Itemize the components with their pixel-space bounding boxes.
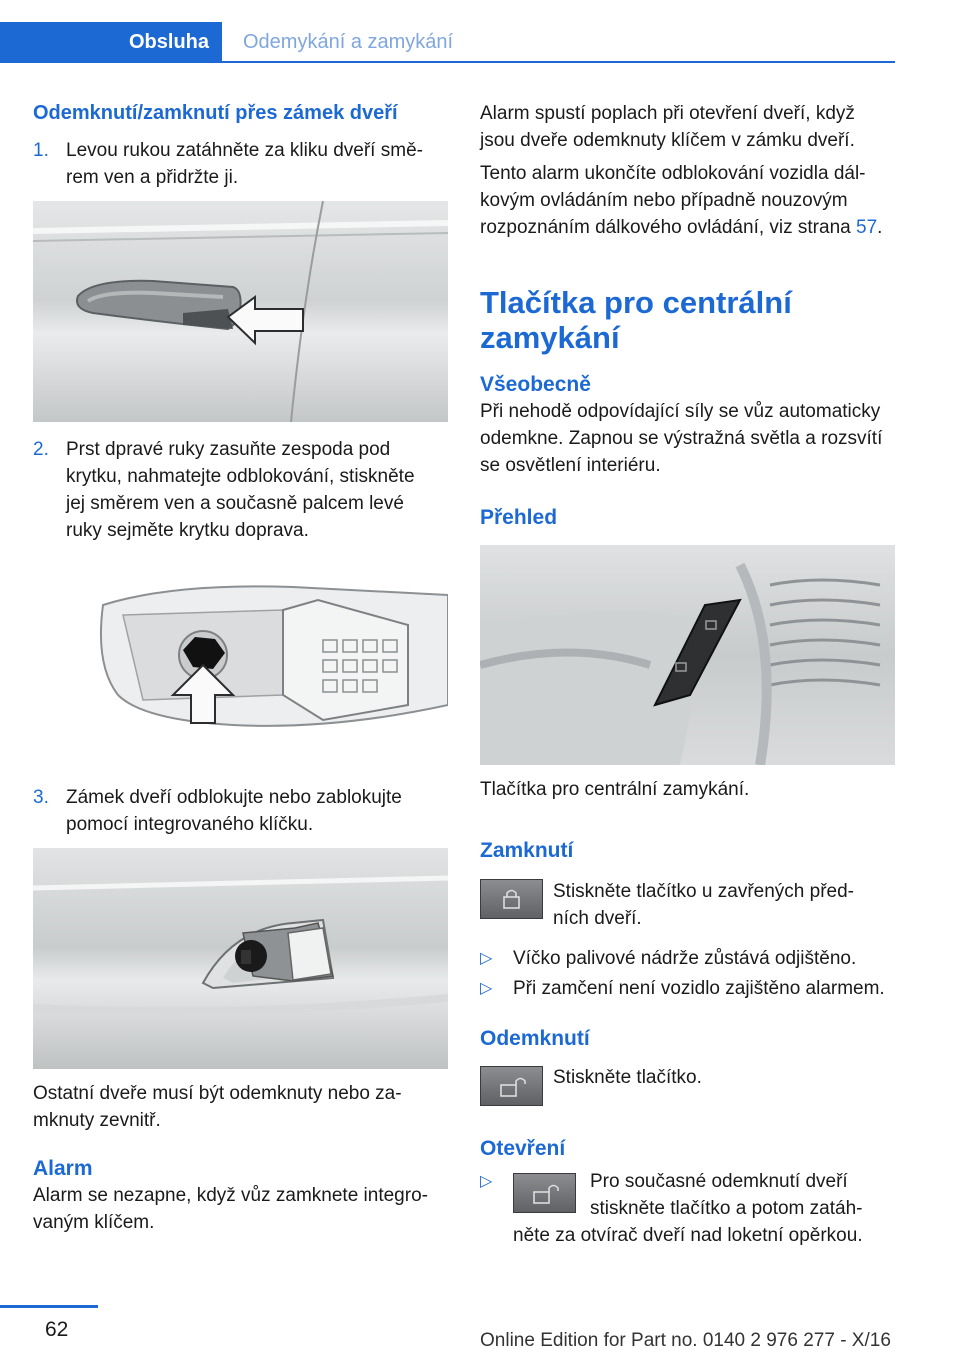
alarm-description: jsou dveře odemknuty klíčem v zámku dveří. — [480, 130, 855, 151]
unlock-title: Odemknutí — [480, 1027, 590, 1050]
cover-removal-photo — [33, 555, 448, 775]
general-title: Všeobecně — [480, 373, 591, 396]
open-title: Otevření — [480, 1137, 566, 1160]
alarm-description: Alarm spustí poplach při otevření dveří, když — [480, 103, 855, 124]
step-text: pomocí integrovaného klíčku. — [66, 814, 314, 835]
note-text: mknuty zevnitř. — [33, 1110, 161, 1131]
period: . — [877, 217, 883, 238]
step-2 — [33, 436, 453, 546]
lock-icon — [480, 879, 543, 919]
lock-text: ních dveří. — [553, 908, 642, 929]
alarm-stop-text-tail: rozpoznáním dálkového ovládání, viz strana — [480, 217, 856, 238]
overview-caption: Tlačítka pro centrální zamykání. — [480, 779, 750, 800]
lock-title: Zamknutí — [480, 839, 574, 862]
main-title: zamykání — [480, 320, 620, 355]
tab-obsluha[interactable]: Obsluha — [0, 22, 222, 62]
alarm-text: vaným klíčem. — [33, 1212, 155, 1233]
general-text: odemkne. Zapnou se výstražná světla a rozsvítí — [480, 428, 883, 449]
list-item — [480, 975, 900, 1005]
step-number: 2. — [33, 439, 49, 460]
unlock-icon — [480, 1066, 543, 1106]
step-text: rem ven a přidržte ji. — [66, 167, 239, 188]
open-text: Pro současné odemknutí dveří — [590, 1171, 848, 1192]
overview-title: Přehled — [480, 506, 558, 529]
note-text: Ostatní dveře musí být odemknuty nebo za‐ — [33, 1083, 402, 1104]
step-3 — [33, 784, 453, 844]
door-lock-key-photo — [33, 848, 448, 1069]
edition-text: Online Edition for Part no. 0140 2 976 277 - X/16 — [480, 1330, 891, 1351]
triangle-bullet-icon: ▷ — [480, 950, 493, 967]
lock-text: Stiskněte tlačítko u zavřených před‐ — [553, 881, 854, 902]
bullet-text: Víčko palivové nádrže zůstává odjištěno. — [513, 948, 857, 969]
general-text: Při nehodě odpovídající síly se vůz automaticky — [480, 401, 881, 422]
open-text: něte za otvírač dveří nad loketní opěrkou. — [513, 1225, 863, 1246]
step-text: krytku, nahmatejte odblokování, stiskněte — [66, 466, 415, 487]
bullet-text: Při zamčení není vozidlo zajištěno alarmem. — [513, 978, 885, 999]
page-57-link[interactable]: 57 — [856, 217, 878, 238]
alarm-stop-text: Tento alarm ukončíte odblokování vozidla dál‐ — [480, 163, 866, 184]
page-number: 62 — [45, 1318, 69, 1341]
alarm-stop-text — [480, 214, 900, 241]
open-text: stiskněte tlačítko a potom zatáh‐ — [590, 1198, 863, 1219]
unlock-text: Stiskněte tlačítko. — [553, 1067, 702, 1088]
list-item — [480, 1168, 900, 1248]
central-lock-buttons-photo — [480, 545, 895, 765]
list-item — [480, 945, 900, 975]
unlock-icon — [513, 1173, 576, 1213]
tab-odemykani[interactable]: Odemykání a zamykání — [243, 31, 454, 53]
header-bar — [0, 22, 895, 63]
alarm-stop-text: kovým ovládáním nebo případně nouzovým — [480, 190, 848, 211]
triangle-bullet-icon: ▷ — [480, 980, 493, 997]
triangle-bullet-icon: ▷ — [480, 1173, 493, 1190]
section-title-door-lock: Odemknutí/zamknutí přes zámek dveří — [33, 102, 398, 124]
door-handle-photo — [33, 201, 448, 422]
step-text: ruky sejměte krytku doprava. — [66, 520, 309, 541]
step-number: 1. — [33, 140, 49, 161]
step-text: Levou rukou zatáhněte za kliku dveří smě‐ — [66, 140, 423, 161]
general-text: se osvětlení interiéru. — [480, 455, 661, 476]
step-1 — [33, 137, 453, 197]
main-title: Tlačítka pro centrální — [480, 285, 792, 320]
step-text: Prst dpravé ruky zasuňte zespoda pod — [66, 439, 391, 460]
step-number: 3. — [33, 787, 49, 808]
alarm-text: Alarm se nezapne, když vůz zamknete integro‐ — [33, 1185, 428, 1206]
step-text: jej směrem ven a současně palcem levé — [66, 493, 404, 514]
step-text: Zámek dveří odblokujte nebo zablokujte — [66, 787, 402, 808]
footer-rule — [0, 1305, 98, 1308]
alarm-title: Alarm — [33, 1157, 93, 1180]
